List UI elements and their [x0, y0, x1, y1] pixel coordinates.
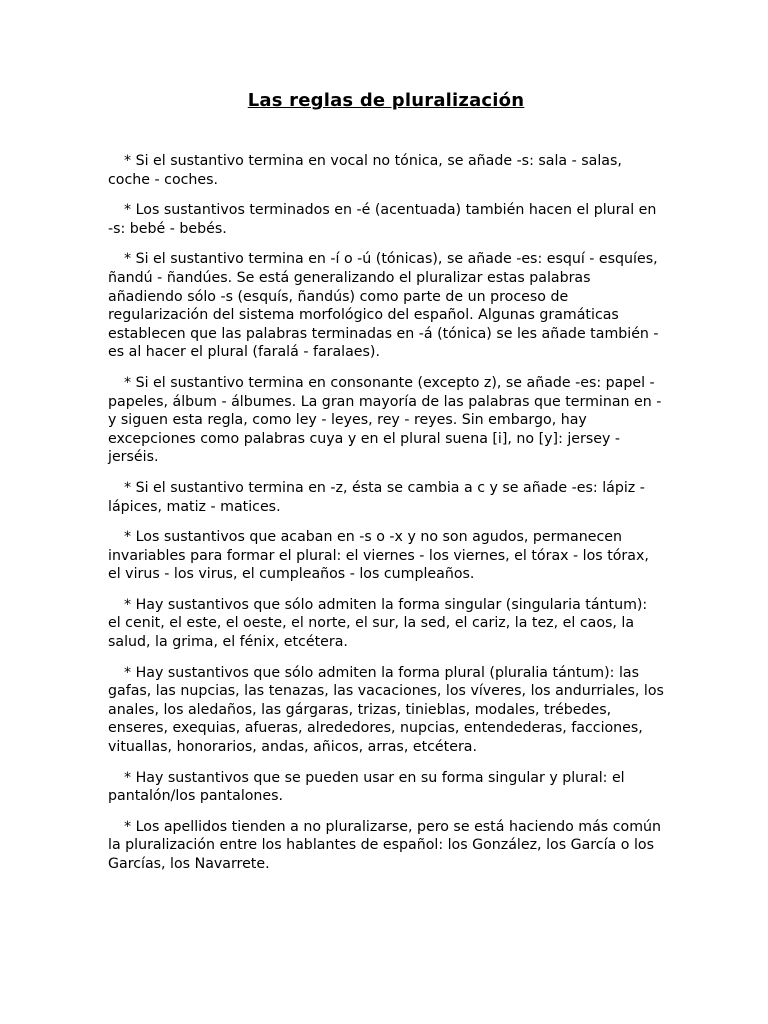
rule-paragraph-6: * Los sustantivos que acaban en -s o -x y no son agudos, permanecen invariables para formar el plural: el viernes - los viernes, el tórax - los tórax, el virus - los virus, el cumpleaños - los cumpleaños.: [108, 529, 649, 583]
rule-paragraph-5: * Si el sustantivo termina en -z, ésta se cambia a c y se añade -es: lápiz - lápices, matiz - matices.: [108, 479, 645, 515]
rule-paragraph-9: * Hay sustantivos que se pueden usar en su forma singular y plural: el pantalón/los pantalones.: [108, 769, 625, 805]
rule-paragraph-3: * Si el sustantivo termina en -í o -ú (tónicas), se añade -es: esquí - esquíes, ñandú - ñandúes. Se está generalizando el pluralizar estas palabras añadiendo sólo -s (esquís, ñandús) como parte de un proceso de regularización del sistema morfológico del español. Algunas gramáticas establecen que las palabras terminadas en -á (tónica) se les añade también -es al hacer el plural (faralá - faralaes).: [108, 251, 659, 361]
rule-paragraph-1: * Si el sustantivo termina en vocal no tónica, se añade -s: sala - salas, coche - coches.: [108, 153, 622, 188]
rule-paragraph-2: * Los sustantivos terminados en -é (acentuada) también hacen el plural en -s: bebé - bebés.: [108, 202, 657, 237]
rule-paragraph-10: * Los apellidos tienden a no pluralizarse, pero se está haciendo más común la pluralización entre los hablantes de español: los González, los García o los Garcías, los Navarrete.: [108, 818, 661, 872]
rule-paragraph-4: * Si el sustantivo termina en consonante (excepto z), se añade -es: papel - papeles, álbum - álbumes. La gran mayoría de las palabras que terminan en -y siguen esta regla, como ley - leyes, rey - reyes. Sin embargo, hay excepciones como palabras cuya y en el plural suena [i], no [y]: jersey - jerséis.: [108, 374, 662, 466]
document-page: [108, 88, 664, 886]
document-title: Las reglas de pluralización: [247, 90, 525, 111]
rule-paragraph-8: * Hay sustantivos que sólo admiten la forma plural (pluralia tántum): las gafas, las nupcias, las tenazas, las vacaciones, los víveres, los andurriales, los anales, los aledaños, las gárgaras, trizas, tinieblas, modales, trébedes, enseres, exequias, afueras, alrededores, nupcias, entendederas, facciones, vituallas, honorarios, andas, añicos, arras, etcétera.: [108, 664, 664, 756]
rule-paragraph-7: * Hay sustantivos que sólo admiten la forma singular (singularia tántum): el cenit, el este, el oeste, el norte, el sur, la sed, el cariz, la tez, el caos, la salud, la grima, el fénix, etcétera.: [108, 596, 648, 651]
